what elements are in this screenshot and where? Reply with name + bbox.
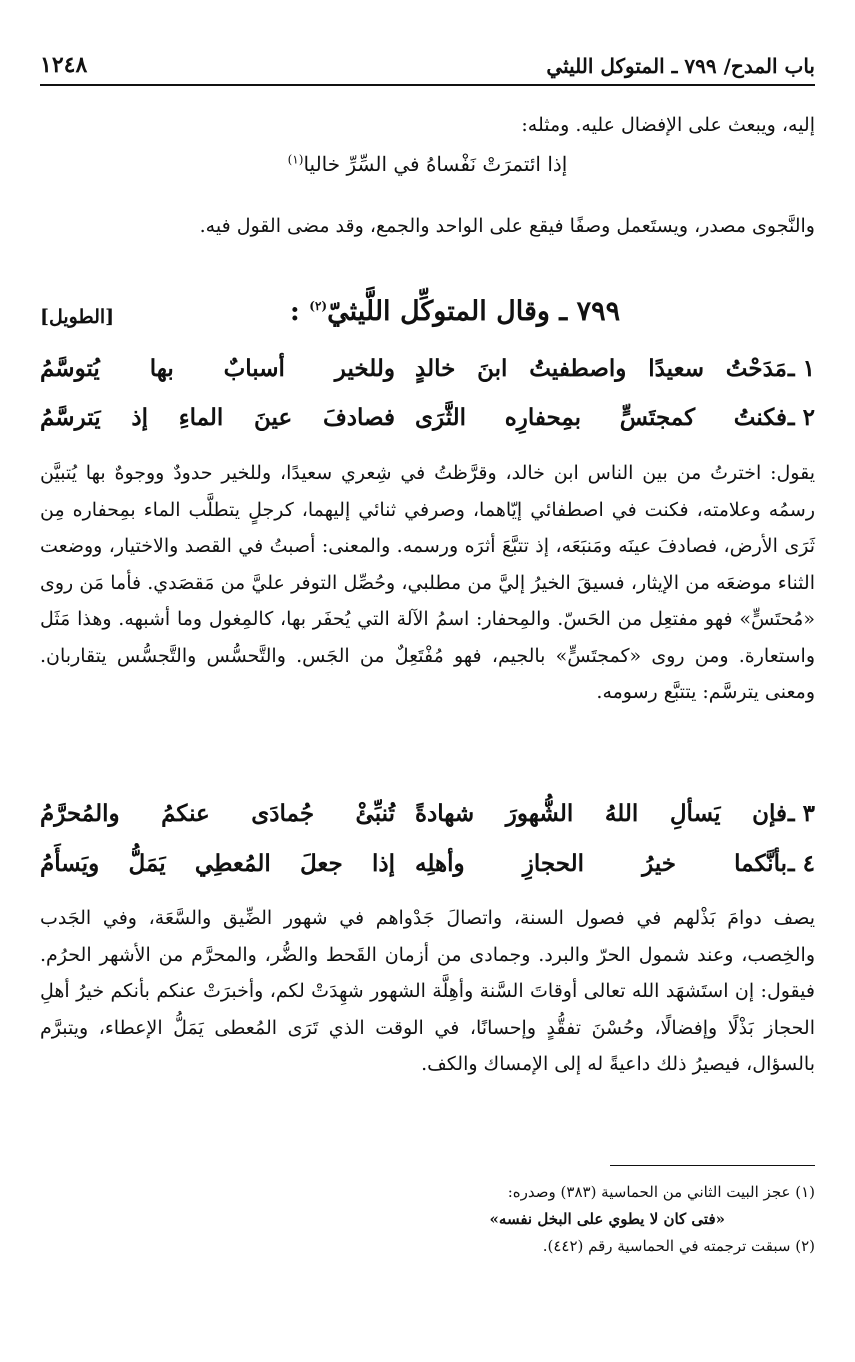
verse-3: [40, 800, 815, 840]
poem-title: [175, 296, 735, 327]
verse-2: [40, 404, 815, 444]
quoted-hemistich: [40, 152, 815, 176]
verse-second-hemistich: تُنبِّئْ جُمادَى عنكمُ والمُحرَّمُ: [40, 800, 395, 827]
commentary-1: يقول: اخترتُ من بين الناس ابن خالد، وقرَّظتُ في شِعري سعيدًا، وللخير حدودٌ ووجوهٌ بها يُتبيَّن رسمُه وعلامته، فكنت في اصطفائي إيّاهما، وصرفي ثنائي إليهما، كرجلٍ يتطلَّب الماء بمِحفاره مِن ثَرَى الأرض، فصادفَ عينَه ومَنبَعَه، إذ تتبَّعَ أثرَه ورسمه. والمعنى: أصبتُ في القصد والاختيار، ووضعت الثناء موضعَه من الإيثار، فسيقَ الخيرُ إليَّ من مطلبي، وحُصِّل التوفر عليَّ من مَقصَدي. فأما مَن روى «مُحتَسٍّ» فهو مفتعِل من الحَسّ. والمِحفار: اسمُ الآلة التي يُحفَر بها، كالمِغول وما أشبهه. وهذا مَثَل واستعارة. ومن روى «كمجتَسٍّ» بالجيم، فهو مُفْتَعِلٌ من الجَس. والتَّحسُّس والتَّجسُّس يتقاربان. ومعنى يترسَّم: يتتبَّع رسومه.: [40, 462, 815, 703]
book-page: [40, 0, 815, 1362]
poem-meter: [الطويل]: [40, 306, 115, 328]
commentary-2: يصف دوامَ بَذْلهم في فصول السنة، واتصالَ جَدْواهم في شهور الضِّيق والسَّعَة، وفي الجَدب والخِصب، وعند شمول الحرّ والبرد. وجمادى من أزمان القَحط والضُّر، والمحرَّم من الأشهر الحرُم. فيقول: إن استَشهَد الله تعالى أوقاتَ السَّنة وأهِلَّة الشهور شهِدَتْ لكم، وأخبرَتْ عنكم بأنكم خيرُ أهلِ الحجاز بَذْلًا وإفضالًا، وحُسْنَ تفقُّدٍ وإحسانًا، في الوقت الذي تَرَى المُعطى يَمَلُّ الإعطاء، ويتبرَّم بالسؤال، فيصيرُ ذلك داعيةً له إلى الإمساك والكف.: [40, 907, 815, 1075]
running-title: باب المدح/ ٧٩٩ ـ المتوكل الليثي: [546, 54, 815, 78]
verse-number: ٣ ـ: [787, 800, 815, 827]
verse-second-hemistich: فصادفَ عينَ الماءِ إذ يَترسَّمُ: [40, 404, 395, 431]
verse-4: [40, 850, 815, 890]
hemistich-text: إذا ائتمرَتْ نَفْساهُ في السِّرِّ خاليا: [303, 152, 568, 176]
poem-title-text: ٧٩٩ ـ وقال المتوكِّل اللَّيثيّ: [327, 296, 621, 327]
footnote-2: (٢) سبقت ترجمته في الحماسية رقم (٤٤٢).: [542, 1237, 815, 1255]
verse-first-hemistich: مَدَحْتُ سعيدًا واصطفيتُ ابنَ خالدٍ: [415, 355, 787, 382]
poem-heading: [40, 296, 815, 346]
intro-paragraph: والنَّجوى مصدر، ويستَعمل وصفًا فيقع على الواحد والجمع، وقد مضى القول فيه.: [199, 215, 815, 237]
poem-title-colon: :: [289, 296, 300, 327]
verse-second-hemistich: إذا جعلَ المُعطِي يَمَلُّ ويَسأَمُ: [40, 850, 395, 877]
verse-number: ٢ ـ: [787, 404, 815, 431]
intro-line: إليه، ويبعث على الإفضال عليه. ومثله:: [521, 114, 815, 136]
footnote-1: (١) عجز البيت الثاني من الحماسية (٣٨٣) وصدره:: [507, 1183, 815, 1201]
verse-number: ٤ ـ: [787, 850, 815, 877]
footnote-ref-1: (١): [287, 152, 304, 167]
footnote-1-quote: «فتى كان لا يطوي على البخل نفسه»: [489, 1210, 725, 1228]
verse-first-hemistich: فكنتُ كمجتَسٍّ بمِحفارِه الثَّرَى: [415, 404, 787, 431]
verse-first-hemistich: بأنَّكما خيرُ الحجازِ وأهلِه: [415, 850, 787, 877]
verse-number: ١ ـ: [787, 355, 815, 382]
verse-1: [40, 355, 815, 395]
page-number: ١٢٤٨: [40, 52, 88, 78]
page-header: [40, 46, 815, 86]
verse-second-hemistich: وللخير أسبابٌ بها يُتوسَّمُ: [40, 355, 395, 382]
verse-first-hemistich: فإن يَسألِ اللهُ الشُّهورَ شهادةً: [415, 800, 787, 827]
footnote-divider: [610, 1165, 815, 1166]
footnote-ref-2: (٢): [309, 299, 328, 313]
